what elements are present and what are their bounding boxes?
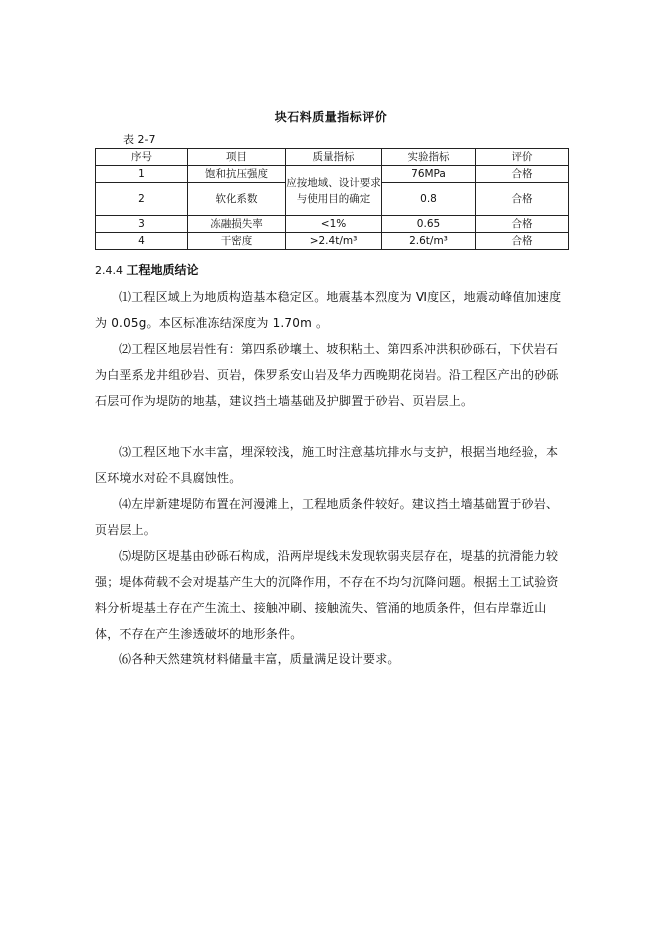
cell-eval: 合格 <box>476 233 569 250</box>
section-title: 工程地质结论 <box>126 263 199 277</box>
cell-quality: >2.4t/m³ <box>286 233 382 250</box>
paragraph-3: ⑶工程区地下水丰富，埋深较浅，施工时注意基坑排水与支护，根据当地经验，本区环境水对砼不具腐蚀性。 <box>95 445 559 485</box>
cell-item: 饱和抗压强度 <box>188 166 286 183</box>
cell-no: 3 <box>96 216 188 233</box>
header-test: 实验指标 <box>382 149 476 166</box>
cell-no: 2 <box>96 183 188 216</box>
header-quality: 质量指标 <box>286 149 382 166</box>
section-heading <box>95 261 199 278</box>
cell-eval: 合格 <box>476 216 569 233</box>
paragraph-1: ⑴工程区域上为地质构造基本稳定区。地震基本烈度为 Ⅵ度区，地震动峰值加速度为 0.05g。本区标准冻结深度为 1.70m 。 <box>95 290 562 330</box>
paragraph-2: ⑵工程区地层岩性有：第四系砂壤土、坡积粘土、第四系冲洪积砂砾石，下伏岩石为白垩系龙井组砂岩、页岩，侏罗系安山岩及华力西晚期花岗岩。沿工程区产出的砂砾石层可作为堤防的地基，建议挡土墙基础及护脚置于砂岩、页岩层上。 <box>95 342 559 408</box>
cell-test: 0.8 <box>382 183 476 216</box>
cell-test: 76MPa <box>382 166 476 183</box>
cell-no: 4 <box>96 233 188 250</box>
cell-quality: <1% <box>286 216 382 233</box>
cell-test: 0.65 <box>382 216 476 233</box>
cell-item: 冻融损失率 <box>188 216 286 233</box>
table-row <box>96 166 569 183</box>
table-header-row <box>96 149 569 166</box>
cell-eval: 合格 <box>476 183 569 216</box>
cell-quality-merged: 应按地域、设计要求与使用目的确定 <box>286 166 382 216</box>
paragraph-6: ⑹各种天然建筑材料储量丰富，质量满足设计要求。 <box>119 652 400 666</box>
cell-item: 软化系数 <box>188 183 286 216</box>
table-label: 表 2-7 <box>123 133 156 146</box>
header-no: 序号 <box>96 149 188 166</box>
cell-test: 2.6t/m³ <box>382 233 476 250</box>
cell-item: 干密度 <box>188 233 286 250</box>
header-eval: 评价 <box>476 149 569 166</box>
quality-index-table <box>95 148 569 250</box>
cell-eval: 合格 <box>476 166 569 183</box>
cell-no: 1 <box>96 166 188 183</box>
table-row <box>96 216 569 233</box>
table-title: 块石料质量指标评价 <box>274 110 388 124</box>
paragraph-4: ⑷左岸新建堤防布置在河漫滩上，工程地质条件较好。建议挡土墙基础置于砂岩、页岩层上。 <box>95 497 559 537</box>
header-item: 项目 <box>188 149 286 166</box>
table-row <box>96 233 569 250</box>
section-number: 2.4.4 <box>95 264 123 277</box>
paragraph-5: ⑸堤防区堤基由砂砾石构成，沿两岸堤线未发现软弱夹层存在，堤基的抗滑能力较强；堤体荷载不会对堤基产生大的沉降作用，不存在不均匀沉降问题。根据土工试验资料分析堤基土存在产生流土、接触冲刷、接触流失、管涌的地质条件，但右岸靠近山体，不存在产生渗透破坏的地形条件。 <box>95 549 559 641</box>
